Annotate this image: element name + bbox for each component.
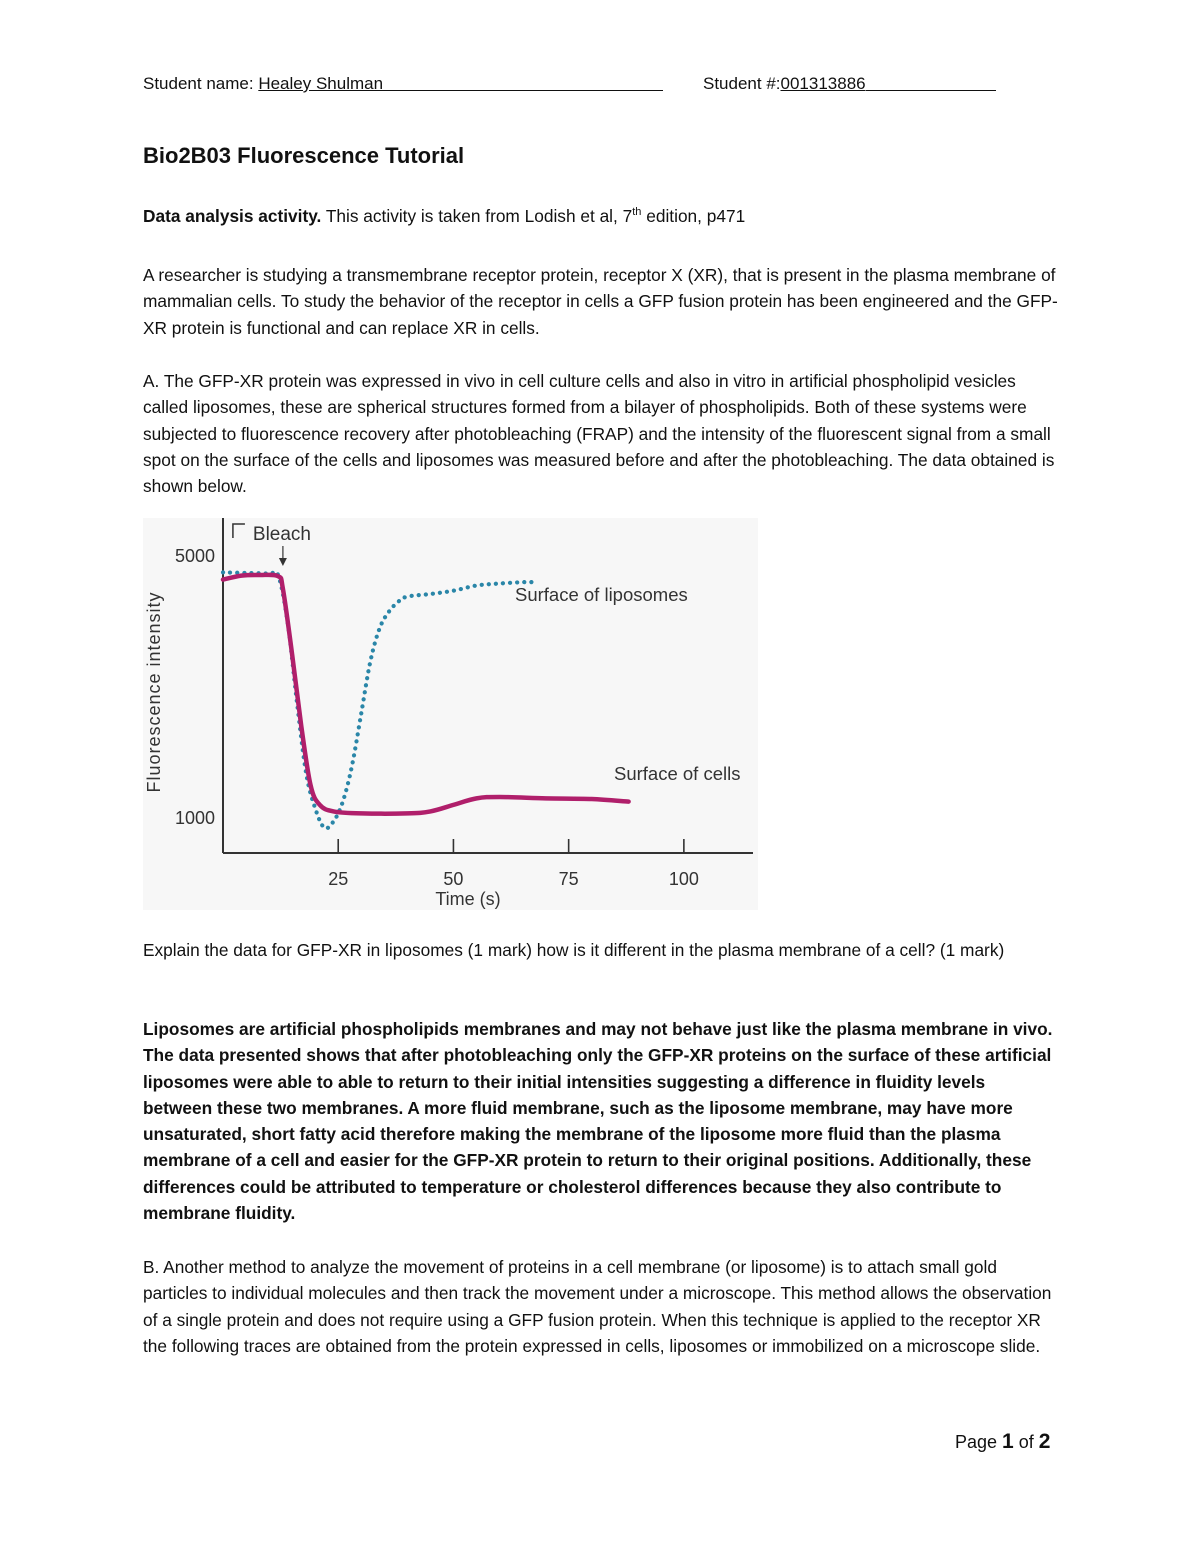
- x-tick-label: 75: [558, 869, 579, 889]
- document-title: Bio2B03 Fluorescence Tutorial: [143, 143, 465, 168]
- student-number-group: [703, 74, 996, 94]
- question-a: Explain the data for GFP-XR in liposomes (1 mark) how is it different in the plasma membrane of a cell? (1 mark): [143, 940, 1005, 960]
- student-header: [143, 74, 1058, 94]
- frap-chart: [143, 518, 758, 910]
- intro-paragraph: A researcher is studying a transmembrane receptor protein, receptor X (XR), that is present in the plasma membrane of mammalian cells. To study the behavior of the receptor in cells a GFP fusion protein has been engineered and the GFP-XR protein is functional and can replace XR in cells.: [143, 265, 1058, 338]
- edition-superscript: th: [632, 206, 642, 219]
- y-tick-label: 1000: [174, 808, 215, 828]
- frap-chart-svg: [143, 518, 758, 910]
- part-b-text: Another method to analyze the movement of proteins in a cell membrane (or liposome) is to attach small gold particles to individual molecules and then track the movement under a microscope. This method allows the observation of a single protein and does not require using a GFP fusion protein. When this technique is applied to the receptor XR the following traces are obtained from the protein expressed in cells, liposomes or immobilized on a microscope slide.: [143, 1257, 1052, 1356]
- part-a-text: The GFP-XR protein was expressed in vivo in cell culture cells and also in vitro in artificial phospholipid vesicles called liposomes, these are spherical structures formed from a bilayer of phospholipids. Both of these systems were subjected to fluorescence recovery after photobleaching (FRAP) and the intensity of the fluorescent signal from a small spot on the surface of the cells and liposomes was measured before and after the photobleaching. The data obtained is shown below.: [143, 371, 1055, 497]
- activity-source: This activity is taken from Lodish et al, 7: [321, 206, 633, 226]
- student-name-value: Healey Shulman: [258, 74, 384, 93]
- student-name-label: Student name:: [143, 74, 259, 93]
- activity-source-tail: edition, p471: [641, 206, 746, 226]
- of-word: of: [1013, 1432, 1039, 1452]
- y-axis-title: Fluorescence intensity: [144, 591, 164, 793]
- student-number-label: Student #:: [703, 74, 781, 93]
- x-tick-label: 50: [443, 869, 464, 889]
- activity-line: [143, 203, 1058, 229]
- student-number-value: 001313886: [780, 74, 866, 93]
- name-blank-line: [383, 74, 663, 91]
- number-blank-line: [866, 74, 996, 91]
- bleach-annotation: Bleach: [252, 524, 312, 545]
- x-axis-title: Time (s): [435, 889, 501, 909]
- part-a-paragraph: [143, 368, 1058, 499]
- x-tick-label: 100: [668, 869, 699, 889]
- x-tick-label: 25: [328, 869, 349, 889]
- part-a-label: A.: [143, 371, 160, 391]
- page-footer: [955, 1430, 1050, 1454]
- y-tick-label: 5000: [174, 546, 215, 566]
- liposomes-series-label: Surface of liposomes: [515, 584, 688, 605]
- part-b-label: B.: [143, 1257, 160, 1277]
- answer-a: Liposomes are artificial phospholipids membranes and may not behave just like the plasma membrane in vivo. The data presented shows that after photobleaching only the GFP-XR proteins on the surface of these artificial liposomes were able to able to return to their initial intensities suggesting a difference in fluidity levels between these two membranes. A more fluid membrane, such as the liposome membrane, may have more unsaturated, short fatty acid therefore making the membrane of the liposome more fluid than the plasma membrane of a cell and easier for the GFP-XR protein to return to their original positions. Additionally, these differences could be attributed to temperature or cholesterol differences because they also contribute to membrane fluidity.: [143, 1019, 1053, 1224]
- part-b-paragraph: [143, 1254, 1058, 1359]
- page-number: 1: [1002, 1430, 1014, 1453]
- activity-heading: Data analysis activity.: [143, 206, 322, 226]
- page-total: 2: [1038, 1430, 1051, 1453]
- cells-series-label: Surface of cells: [614, 763, 741, 784]
- page-word: Page: [955, 1432, 1003, 1452]
